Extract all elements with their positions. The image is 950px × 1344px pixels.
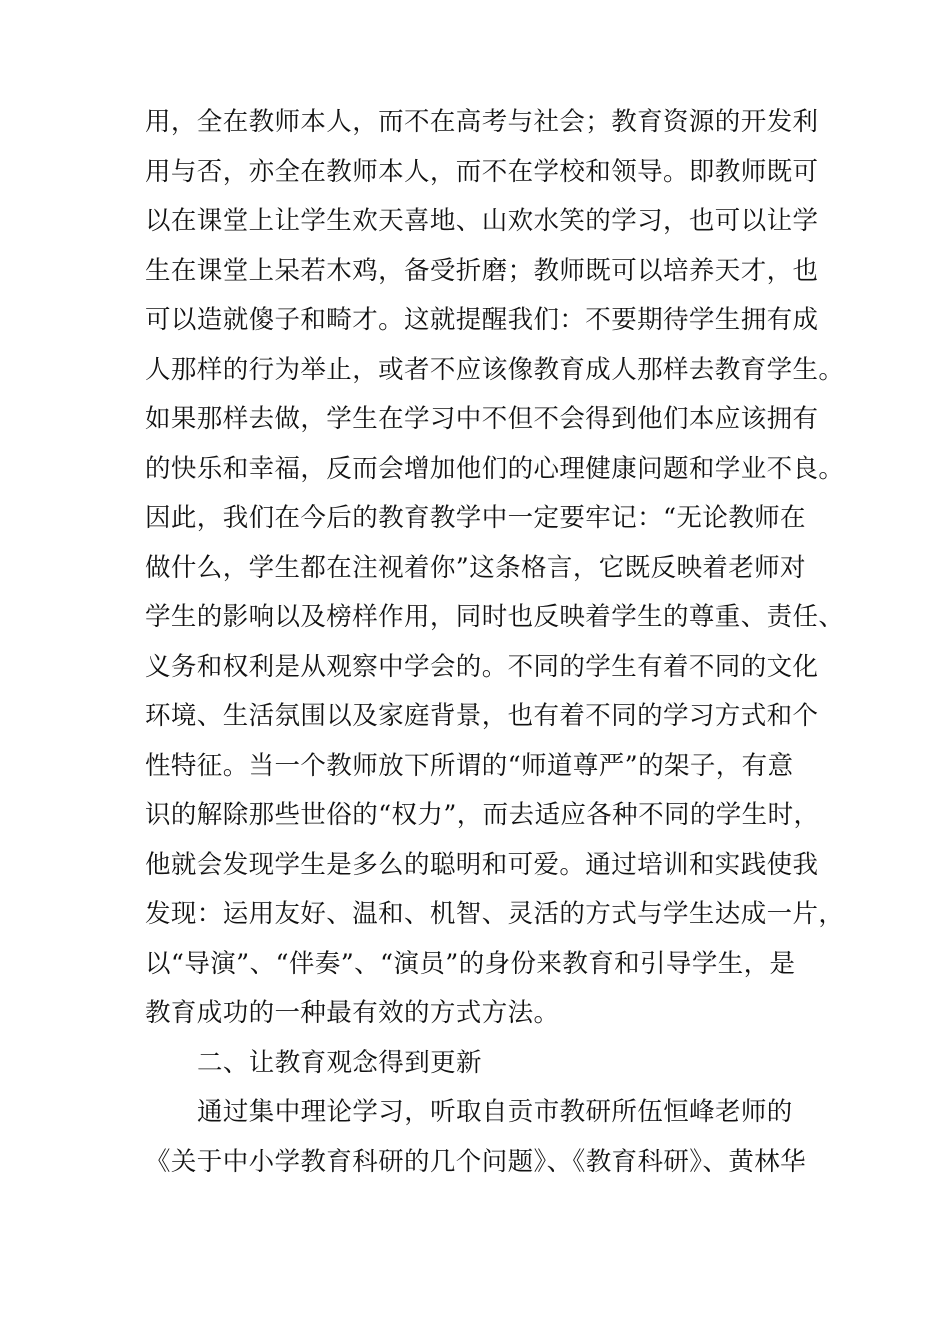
paragraph-line-indented: 通过集中理论学习，听取自贡市教研所伍恒峰老师的 xyxy=(197,1097,793,1127)
paragraph-line: 发现：运用友好、温和、机智、灵活的方式与学生达成一片， xyxy=(145,899,845,929)
paragraph-line: 如果那样去做，学生在学习中不但不会得到他们本应该拥有 xyxy=(145,404,819,434)
paragraph-line: 生在课堂上呆若木鸡，备受折磨；教师既可以培养天才，也 xyxy=(145,255,819,286)
paragraph-line: 环境、生活氛围以及家庭背景，也有着不同的学习方式和个 xyxy=(145,701,819,731)
paragraph-line: 用与否，亦全在教师本人，而不在学校和领导。即教师既可 xyxy=(145,156,819,187)
paragraph-line: 义务和权利是从观察中学会的。不同的学生有着不同的文化 xyxy=(145,651,819,682)
paragraph-line: 可以造就傻子和畸才。这就提醒我们：不要期待学生拥有成 xyxy=(145,305,819,335)
paragraph-line: 用，全在教师本人，而不在高考与社会；教育资源的开发利 xyxy=(145,107,819,137)
paragraph-line: 人那样的行为举止，或者不应该像教育成人那样去教育学生。 xyxy=(145,354,845,385)
paragraph-line: 因此，我们在今后的教育教学中一定要牢记：“无论教师在 xyxy=(145,503,806,533)
paragraph-line: 做什么，学生都在注视着你”这条格言，它既反映着老师对 xyxy=(145,552,806,583)
document-body xyxy=(145,98,845,1187)
paragraph-line-indented: 二、让教育观念得到更新 xyxy=(197,1047,482,1078)
paragraph-line: 教育成功的一种最有效的方式方法。 xyxy=(145,998,560,1028)
paragraph-line: 他就会发现学生是多么的聪明和可爱。通过培训和实践使我 xyxy=(145,849,819,880)
paragraph-line: 识的解除那些世俗的“权力”，而去适应各种不同的学生时， xyxy=(145,800,820,830)
paragraph-line: 《关于中小学教育科研的几个问题》、《教育科研》、黄林华 xyxy=(145,1146,807,1177)
paragraph-line: 以“导演”、“伴奏”、“演员”的身份来教育和引导学生，是 xyxy=(145,948,796,979)
paragraph-line: 学生的影响以及榜样作用，同时也反映着学生的尊重、责任、 xyxy=(145,602,845,632)
paragraph-line: 性特征。当一个教师放下所谓的“师道尊严”的架子，有意 xyxy=(145,750,794,781)
paragraph-line: 以在课堂上让学生欢天喜地、山欢水笑的学习，也可以让学 xyxy=(145,206,819,236)
paragraph-line: 的快乐和幸福，反而会增加他们的心理健康问题和学业不良。 xyxy=(145,453,845,484)
